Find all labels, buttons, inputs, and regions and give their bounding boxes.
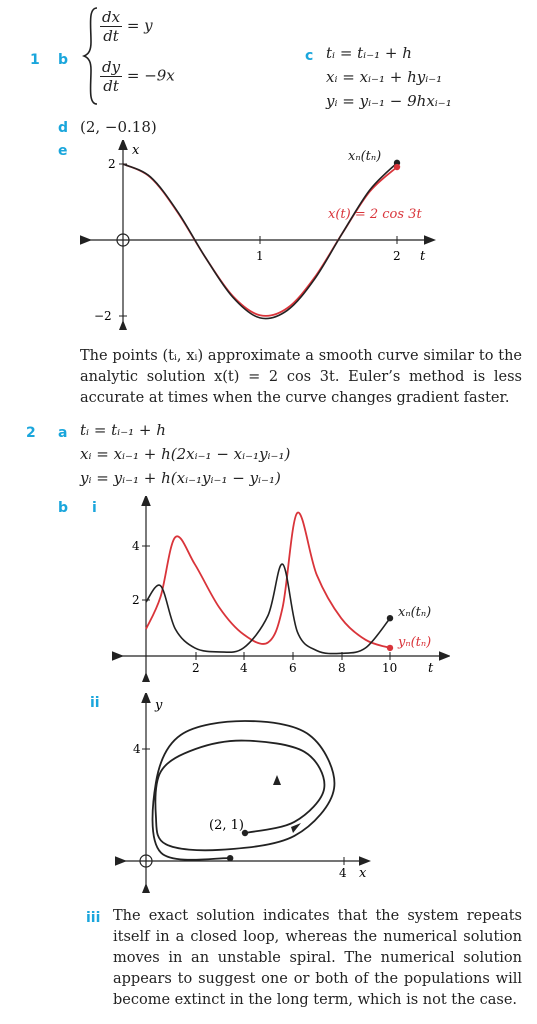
- series-numeric-label: xₙ(tₙ): [348, 149, 382, 164]
- series-y-endpoint: [387, 645, 393, 651]
- euler-line-3: yᵢ = yᵢ₋₁ − 9hxᵢ₋₁: [326, 92, 452, 110]
- series-x-label: xₙ(tₙ): [398, 605, 432, 620]
- series-x-endpoint: [387, 615, 393, 621]
- series-y-label: yₙ(tₙ): [398, 635, 432, 650]
- part-label-2a: a: [58, 425, 68, 441]
- series-exact-endpoint: [394, 164, 400, 170]
- part-label-1e: e: [58, 143, 68, 159]
- answer-1d: (2, −0.18): [80, 118, 157, 136]
- lv-line-3: yᵢ = yᵢ₋₁ + h(xᵢ₋₁yᵢ₋₁ − yᵢ₋₁): [80, 469, 281, 487]
- part-label-1d: d: [58, 120, 69, 136]
- x-axis-label: t: [428, 661, 434, 676]
- tick-label-y-neg2: −2: [94, 309, 112, 323]
- system-equation-1: [100, 8, 153, 45]
- tick-label-x-4: 4: [240, 661, 248, 675]
- part-label-2bii: ii: [90, 695, 100, 711]
- y-axis-label: x: [132, 143, 140, 158]
- part-label-2b: b: [58, 500, 69, 516]
- chart-2bii: [115, 693, 375, 893]
- eq1-numerator: dx: [102, 8, 121, 26]
- tick-label-y-4: 4: [132, 539, 140, 553]
- tick-label-x-6: 6: [289, 661, 297, 675]
- eq2-denominator: dt: [103, 77, 119, 95]
- system-equation-2: [100, 58, 175, 95]
- start-point-label: (2, 1): [209, 818, 244, 833]
- tick-label-x-10: 10: [382, 661, 398, 675]
- brace: [82, 6, 100, 106]
- eq1-rhs: = y: [126, 16, 153, 35]
- tick-label-y-2: 2: [132, 593, 140, 607]
- end-point-marker: [227, 855, 233, 861]
- euler-line-2: xᵢ = xᵢ₋₁ + hyᵢ₋₁: [326, 68, 443, 86]
- tick-label-x-4: 4: [339, 866, 347, 880]
- series-y-line: [146, 512, 390, 647]
- lv-line-2: xᵢ = xᵢ₋₁ + h(2xᵢ₋₁ − xᵢ₋₁yᵢ₋₁): [80, 445, 291, 463]
- chart-2bi: [110, 496, 450, 682]
- series-x-line: [146, 564, 390, 654]
- part-label-2bi: i: [92, 500, 97, 516]
- euler-line-1: tᵢ = tᵢ₋₁ + h: [326, 44, 412, 62]
- eq1-denominator: dt: [103, 27, 119, 45]
- tick-label-y-4: 4: [133, 742, 141, 756]
- y-axis-label: y: [155, 698, 163, 713]
- direction-arrow-1: [273, 775, 281, 785]
- lv-line-1: tᵢ = tᵢ₋₁ + h: [80, 421, 166, 439]
- tick-label-y-2: 2: [108, 157, 116, 171]
- tick-label-x-2: 2: [393, 249, 401, 263]
- tick-label-x-2: 2: [192, 661, 200, 675]
- question-number-1: 1: [30, 52, 40, 68]
- part-label-1b: b: [58, 52, 69, 68]
- direction-arrow-2: [291, 823, 301, 833]
- series-exact-label: x(t) = 2 cos 3t: [328, 207, 422, 222]
- x-axis-label: x: [359, 866, 367, 881]
- paragraph-2biii: The exact solution indicates that the system repeats itself in a closed loop, whereas the numerical solution moves in an unstable spiral. The numerical solution appears to suggest one or both of the populations will become extinct in the long term, which is not the case.: [113, 908, 522, 1008]
- question-number-2: 2: [26, 425, 36, 441]
- eq2-numerator: dy: [102, 58, 121, 76]
- chart-1e: [80, 140, 520, 330]
- paragraph-1e: The points (tᵢ, xᵢ) approximate a smooth curve similar to the analytic solution x(t) = 2 cos 3t. Euler’s method is less accurate at times when the curve changes gradient faster.: [80, 348, 522, 406]
- tick-label-x-8: 8: [338, 661, 346, 675]
- part-label-1c: c: [305, 48, 314, 64]
- eq2-rhs: = −9x: [126, 66, 175, 85]
- phase-spiral-line: [153, 721, 335, 860]
- part-label-2biii: iii: [86, 910, 101, 926]
- x-axis-label: t: [420, 249, 426, 264]
- tick-label-x-1: 1: [256, 249, 264, 263]
